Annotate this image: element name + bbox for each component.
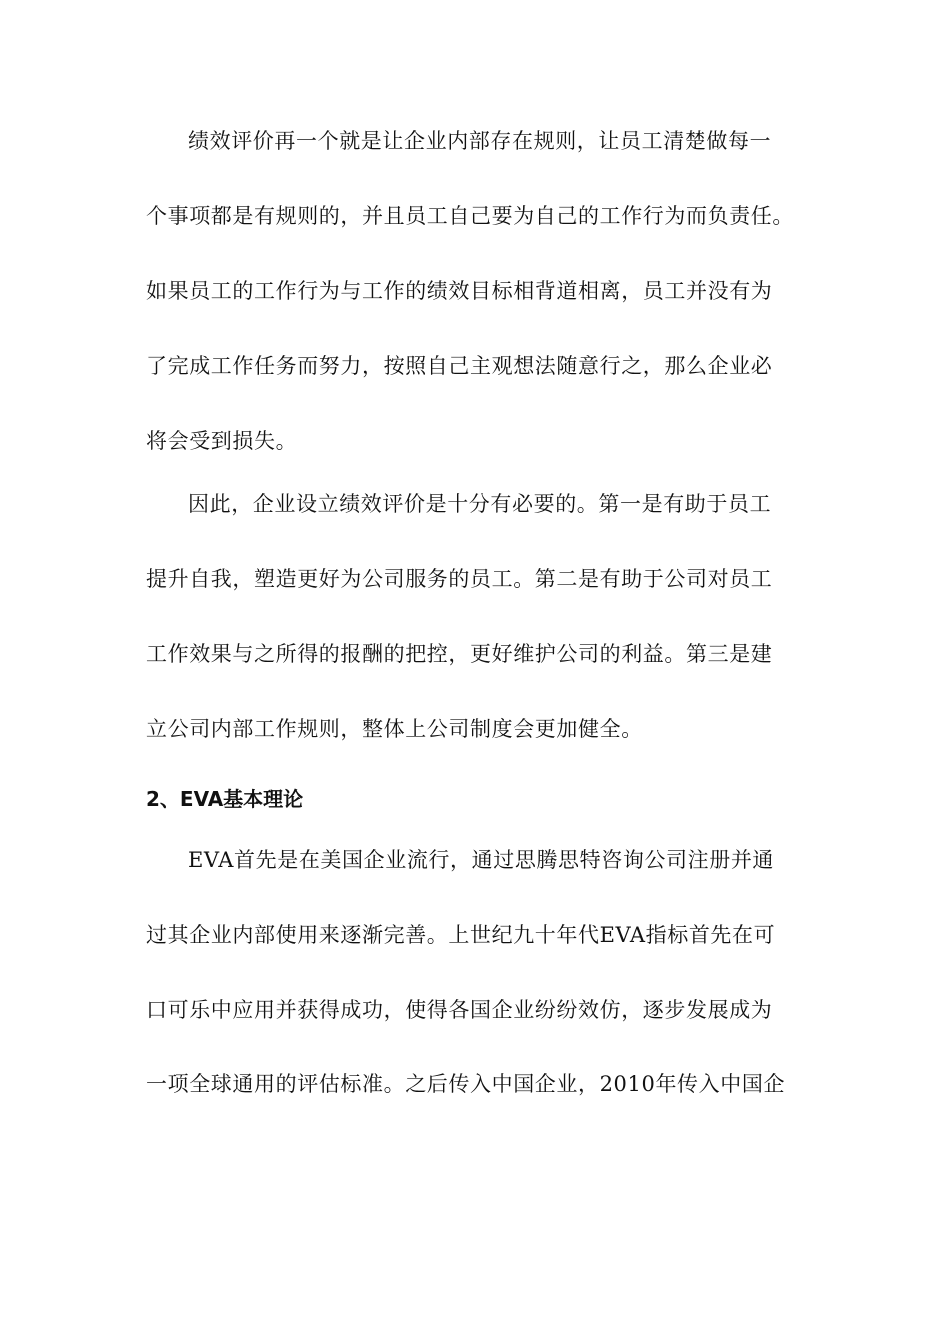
paragraph-line: 因此，企业设立绩效评价是十分有必要的。第一是有助于员工 [188,492,772,516]
paragraph-line: 提升自我，塑造更好为公司服务的员工。第二是有助于公司对员工 [146,567,773,591]
paragraph-line: 了完成工作任务而努力，按照自己主观想法随意行之，那么企业必 [146,354,773,378]
paragraph-line: 立公司内部工作规则，整体上公司制度会更加健全。 [146,717,643,741]
section-heading: 2、EVA基本理论 [146,787,304,811]
paragraph-line: 过其企业内部使用来逐渐完善。上世纪九十年代EVA指标首先在可 [146,923,776,947]
paragraph-line: 将会受到损失。 [146,429,298,453]
paragraph-line: EVA首先是在美国企业流行，通过思腾思特咨询公司注册并通 [188,848,775,872]
paragraph-line: 绩效评价再一个就是让企业内部存在规则，让员工清楚做每一 [188,129,772,153]
paragraph-line: 个事项都是有规则的，并且员工自己要为自己的工作行为而负责任。 [146,204,794,228]
paragraph-line: 如果员工的工作行为与工作的绩效目标相背道相离，员工并没有为 [146,279,773,303]
paragraph-line: 一项全球通用的评估标准。之后传入中国企业，2010年传入中国企 [146,1072,786,1096]
paragraph-line: 工作效果与之所得的报酬的把控，更好维护公司的利益。第三是建 [146,642,773,666]
paragraph-line: 口可乐中应用并获得成功，使得各国企业纷纷效仿，逐步发展成为 [146,998,773,1022]
